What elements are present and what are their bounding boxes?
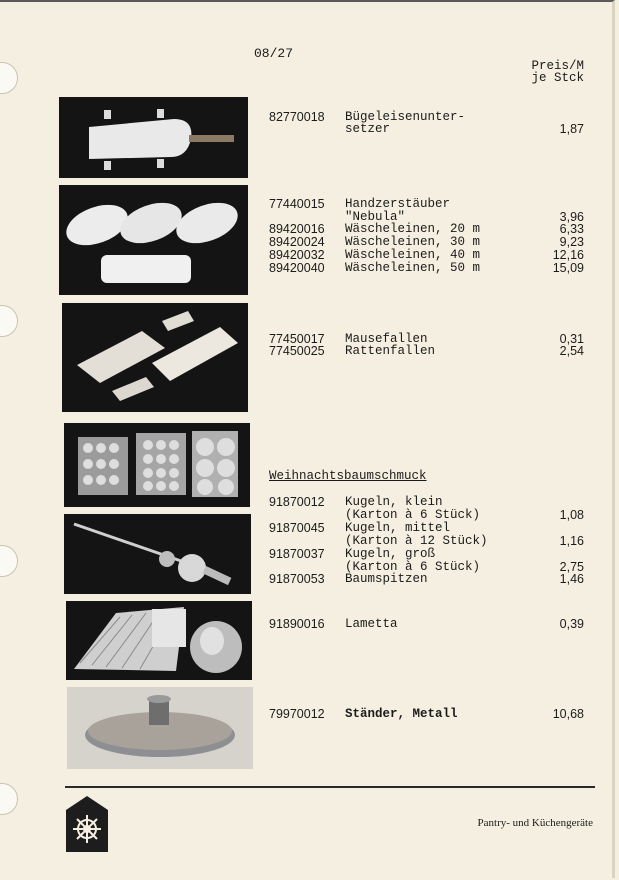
item-price: 1,08 [559, 508, 584, 522]
item-price: 0,31 [559, 332, 584, 346]
item-code: 77450017 [269, 332, 325, 346]
item-description: (Karton à 6 Stück) [345, 508, 481, 522]
footer-category: Pantry- und Küchengeräte [477, 817, 593, 829]
item-code: 89420040 [269, 261, 325, 275]
ornament-boxes-photo [64, 423, 250, 507]
tinsel-photo [66, 601, 252, 680]
item-code: 77440015 [269, 197, 325, 211]
item-code: 89420016 [269, 222, 325, 236]
item-description: Kugeln, groß [345, 547, 436, 561]
price-header-line2: je Stck [531, 71, 584, 85]
item-description: Wäscheleinen, 40 m [345, 248, 481, 262]
item-description: Ständer, Metall [345, 707, 458, 721]
item-price: 9,23 [559, 235, 584, 249]
item-price: 6,33 [559, 222, 584, 236]
item-price: 15,09 [552, 261, 584, 275]
item-price: 2,75 [559, 560, 584, 574]
item-description: setzer [345, 122, 391, 136]
item-price: 2,54 [559, 344, 584, 358]
ship-wheel-logo [66, 796, 108, 852]
item-price: 3,96 [559, 210, 584, 224]
item-description: Wäscheleinen, 20 m [345, 222, 481, 236]
footer-divider [65, 786, 595, 788]
item-code: 82770018 [269, 110, 325, 124]
item-description: Baumspitzen [345, 572, 428, 586]
tree-stand-photo [67, 687, 253, 769]
price-header-line1: Preis/M [531, 59, 584, 73]
item-description: Wäscheleinen, 50 m [345, 261, 481, 275]
item-code: 91870053 [269, 572, 325, 586]
item-description: (Karton à 6 Stück) [345, 560, 481, 574]
section-heading: Weihnachtsbaumschmuck [269, 469, 427, 483]
item-description: Bügeleisenunter- [345, 110, 466, 124]
item-code: 91870037 [269, 547, 325, 561]
item-code: 91870012 [269, 495, 325, 509]
item-code: 91890016 [269, 617, 325, 631]
item-description: Kugeln, klein [345, 495, 443, 509]
item-price: 1,16 [559, 534, 584, 548]
item-price: 12,16 [552, 248, 584, 262]
traps-photo [62, 303, 248, 412]
item-code: 89420024 [269, 235, 325, 249]
iron-rest-photo [59, 97, 248, 178]
item-price: 1,87 [559, 122, 584, 136]
item-description: Handzerstäuber [345, 197, 451, 211]
clothesline-photo [59, 185, 248, 295]
item-code: 77450025 [269, 344, 325, 358]
item-description: "Nebula" [345, 210, 406, 224]
item-description: Wäscheleinen, 30 m [345, 235, 481, 249]
item-price: 1,46 [559, 572, 584, 586]
item-code: 79970012 [269, 707, 325, 721]
tree-topper-photo [64, 514, 251, 594]
item-price: 10,68 [552, 707, 584, 721]
item-description: Rattenfallen [345, 344, 436, 358]
item-description: Lametta [345, 617, 398, 631]
item-code: 89420032 [269, 248, 325, 262]
item-price: 0,39 [559, 617, 584, 631]
item-code: 91870045 [269, 521, 325, 535]
page-number: 08/27 [254, 46, 294, 61]
item-description: Kugeln, mittel [345, 521, 451, 535]
item-description: (Karton à 12 Stück) [345, 534, 488, 548]
item-description: Mausefallen [345, 332, 428, 346]
